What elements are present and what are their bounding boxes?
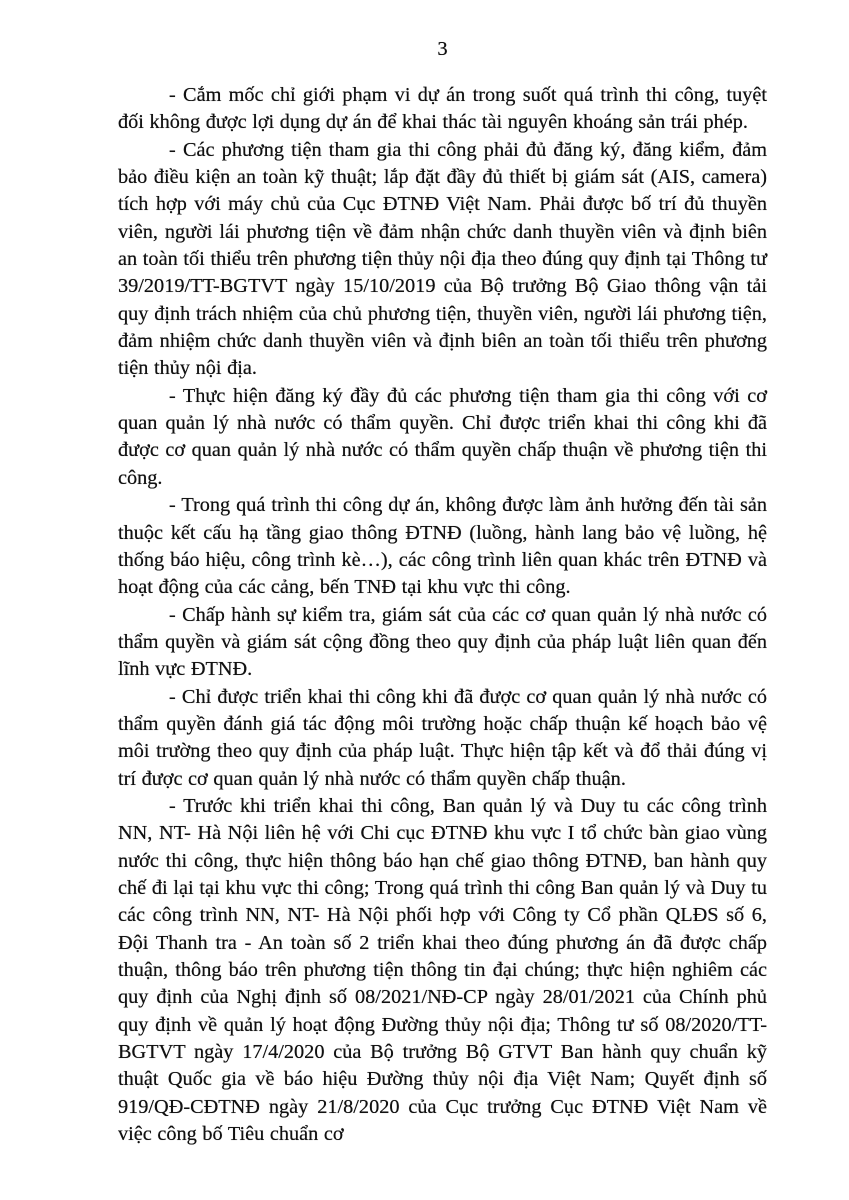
paragraph: - Trước khi triển khai thi công, Ban quản lý và Duy tu các công trình NN, NT- Hà Nội liên hệ với Chi cục ĐTNĐ khu vực I tổ chức bàn giao vùng nước thi công, thực hiện thông báo hạn chế giao thông ĐTNĐ, ban hành quy chế đi lại tại khu vực thi công; Trong quá trình thi công Ban quản lý và Duy tu các công trình NN, NT- Hà Nội phối hợp với Công ty Cổ phần QLĐS số 6, Đội Thanh tra - An toàn số 2 triển khai theo đúng phương án đã được chấp thuận, thông báo trên phương tiện thông tin đại chúng; thực hiện nghiêm các quy định của Nghị định số 08/2021/NĐ-CP ngày 28/01/2021 của Chính phủ quy định về quản lý hoạt động Đường thủy nội địa; Thông tư số 08/2020/TT-BGTVT ngày 17/4/2020 của Bộ trưởng Bộ GTVT Ban hành quy chuẩn kỹ thuật Quốc gia về báo hiệu Đường thủy nội địa Việt Nam; Quyết định số 919/QĐ-CĐTNĐ ngày 21/8/2020 của Cục trưởng Cục ĐTNĐ Việt Nam về việc công bố Tiêu chuẩn cơ xyxy=(118,794,767,1146)
paragraph: - Thực hiện đăng ký đầy đủ các phương tiện tham gia thi công với cơ quan quản lý nhà nước có thẩm quyền. Chỉ được triển khai thi công khi đã được cơ quan quản lý nhà nước có thẩm quyền chấp thuận về phương tiện thi công. xyxy=(118,384,767,489)
paragraph: - Trong quá trình thi công dự án, không được làm ảnh hưởng đến tài sản thuộc kết cấu hạ tầng giao thông ĐTNĐ (luồng, hành lang bảo vệ luồng, hệ thống báo hiệu, công trình kè…), các công trình liên quan khác trên ĐTNĐ và hoạt động của các cảng, bến TNĐ tại khu vực thi công. xyxy=(118,494,767,599)
document-body xyxy=(118,82,767,1148)
paragraph: - Cắm mốc chỉ giới phạm vi dự án trong suốt quá trình thi công, tuyệt đối không được lợi dụng dự án để khai thác tài nguyên khoáng sản trái phép. xyxy=(118,84,767,134)
paragraph: - Chỉ được triển khai thi công khi đã được cơ quan quản lý nhà nước có thẩm quyền đánh giá tác động môi trường hoặc chấp thuận kế hoạch bảo vệ môi trường theo quy định của pháp luật. Thực hiện tập kết và đổ thải đúng vị trí được cơ quan quản lý nhà nước có thẩm quyền chấp thuận. xyxy=(118,685,767,790)
paragraph: - Các phương tiện tham gia thi công phải đủ đăng ký, đăng kiểm, đảm bảo điều kiện an toàn kỹ thuật; lắp đặt đầy đủ thiết bị giám sát (AIS, camera) tích hợp với máy chủ của Cục ĐTNĐ Việt Nam. Phải được bố trí đủ thuyền viên, người lái phương tiện về đảm nhận chức danh thuyền viên và định biên an toàn tối thiểu trên phương tiện thủy nội địa theo đúng quy định tại Thông tư 39/2019/TT-BGTVT ngày 15/10/2019 của Bộ trưởng Bộ Giao thông vận tải quy định trách nhiệm của chủ phương tiện, thuyền viên, người lái phương tiện, đảm nhiệm chức danh thuyền viên và định biên an toàn tối thiểu trên phương tiện thủy nội địa. xyxy=(118,138,767,380)
page-number: 3 xyxy=(437,38,448,60)
paragraph: - Chấp hành sự kiểm tra, giám sát của các cơ quan quản lý nhà nước có thẩm quyền và giám sát cộng đồng theo quy định của pháp luật liên quan đến lĩnh vực ĐTNĐ. xyxy=(118,603,767,681)
